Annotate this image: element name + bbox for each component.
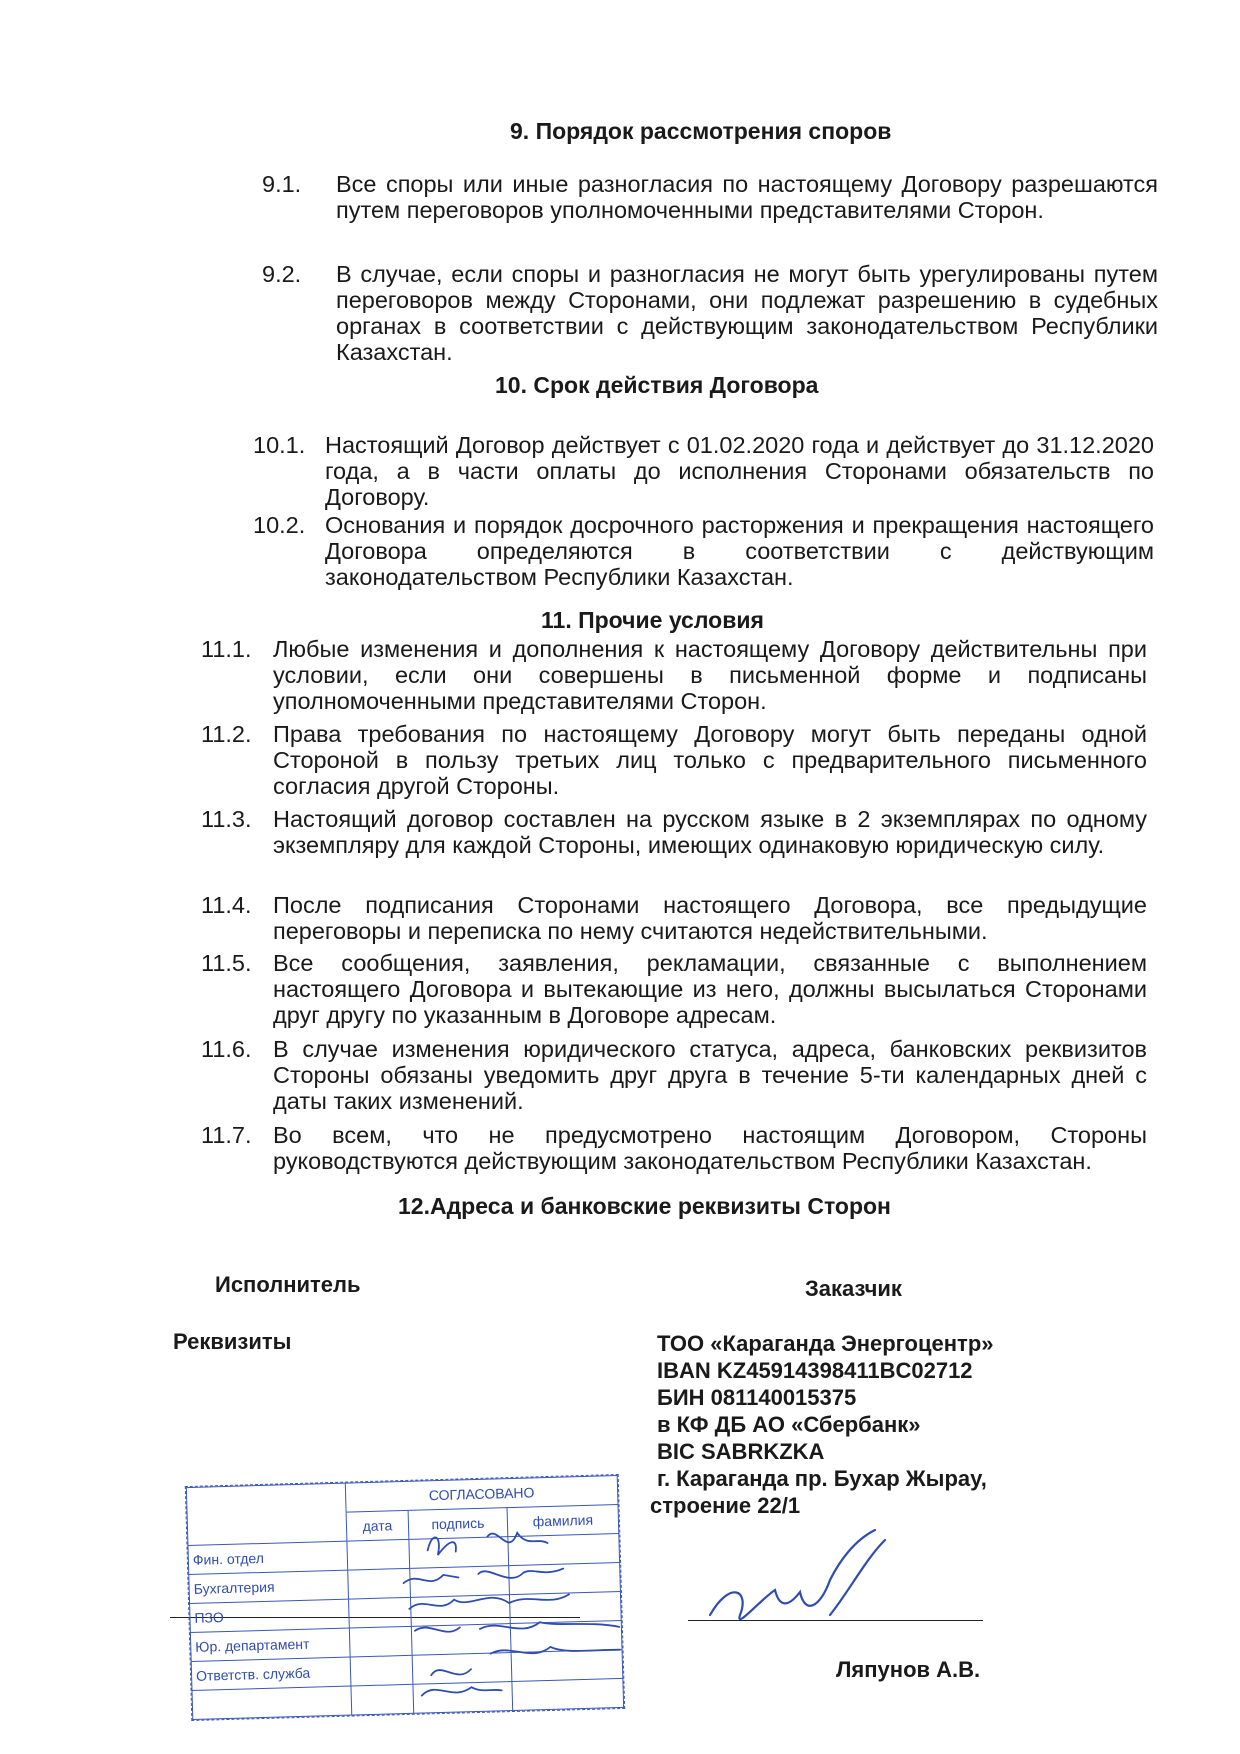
approval-stamp — [185, 1474, 625, 1721]
row-label: Фин. отдел — [188, 1541, 348, 1574]
row-label: Ответств. служба — [191, 1657, 351, 1690]
clause-number: 9.2. — [262, 261, 302, 287]
section-9-title: 9. Порядок рассмотрения споров — [510, 118, 892, 144]
requisite-line: г. Караганда пр. Бухар Жырау, — [657, 1466, 987, 1491]
clause-text: Любые изменения и дополнения к настоящему Договору действительны при условии, если они совершены в письменной форме и подписаны уполномоченными представителями Сторон. — [273, 636, 1147, 714]
clause-number: 10.2. — [253, 512, 306, 538]
requisite-line: BIC SABRKZKA — [657, 1439, 825, 1464]
column-signature: подпись — [408, 1507, 508, 1539]
clause-text: Права требования по настоящему Договору могут быть переданы одной Стороной в пользу третьих лиц только с предварительного письменного согласия другой Стороны. — [273, 721, 1147, 799]
executor-label: Исполнитель — [215, 1272, 361, 1297]
clause-number: 11.5. — [201, 950, 252, 976]
clause-text: В случае, если споры и разногласия не могут быть урегулированы путем переговоров между Сторонами, они подлежат разрешению в судебных органах в соответствии с действующим законодательством Республики Казахстан. — [336, 261, 1158, 365]
requisite-line: строение 22/1 — [650, 1493, 801, 1518]
row-label: ПЗО — [190, 1599, 350, 1632]
requisite-line: БИН 081140015375 — [657, 1385, 857, 1410]
clause-number: 9.1. — [262, 171, 302, 197]
clause-text: Настоящий договор составлен на русском языке в 2 экземплярах по одному экземпляру для каждой Стороны, имеющих одинаковую юридическую силу. — [273, 806, 1147, 858]
customer-requisites — [650, 1330, 994, 1519]
clause-number: 11.4. — [201, 892, 252, 918]
approval-signatures-scribble — [186, 1475, 622, 1720]
customer-signatory: Ляпунов А.В. — [836, 1657, 981, 1682]
clause-number: 11.2. — [201, 721, 252, 747]
row-label: Юр. департамент — [190, 1628, 350, 1661]
clause-number: 11.3. — [201, 806, 252, 832]
clause-text: Во всем, что не предусмотрено настоящим Договором, Стороны руководствуются действующим законодательством Республики Казахстан. — [273, 1122, 1147, 1174]
clause-text: После подписания Сторонами настоящего Договора, все предыдущие переговоры и переписка по нему считаются недействительными. — [273, 892, 1147, 944]
section-12-title: 12.Адреса и банковские реквизиты Сторон — [398, 1193, 891, 1219]
clause-text: Настоящий Договор действует с 01.02.2020 года и действует до 31.12.2020 года, а в части оплаты до исполнения Сторонами обязательств по Договору. — [325, 432, 1154, 510]
section-10-title: 10. Срок действия Договора — [495, 372, 819, 398]
clause-text: Все сообщения, заявления, рекламации, связанные с выполнением настоящего Договора и вытекающие из него, должны высылаться Сторонами друг другу по указанным в Договоре адресам. — [273, 950, 1147, 1028]
clause-text: Все споры или иные разногласия по настоящему Договору разрешаются путем переговоров уполномоченными представителями Сторон. — [336, 171, 1158, 223]
approval-title: СОГЛАСОВАНО — [345, 1476, 618, 1512]
row-label: Бухгалтерия — [189, 1570, 349, 1603]
section-11-title: 11. Прочие условия — [541, 607, 764, 633]
clause-text: Основания и порядок досрочного расторжения и прекращения настоящего Договора определяются в соответствии с действующим законодательством Республики Казахстан. — [325, 512, 1154, 590]
requisite-line: в КФ ДБ АО «Сбербанк» — [657, 1412, 921, 1437]
customer-signature-scribble — [680, 1520, 900, 1650]
column-date: дата — [346, 1510, 409, 1541]
clause-number: 11.7. — [201, 1122, 252, 1148]
executor-requisites-label: Реквизиты — [173, 1329, 292, 1354]
requisite-line: IBAN KZ45914398411BC02712 — [657, 1358, 973, 1383]
clause-number: 11.1. — [201, 636, 252, 662]
clause-number: 11.6. — [201, 1036, 252, 1062]
clause-text: В случае изменения юридического статуса, адреса, банковских реквизитов Стороны обязаны уведомить друг друга в течение 5-ти календарных дней с даты таких изменений. — [273, 1036, 1147, 1114]
customer-label: Заказчик — [805, 1276, 902, 1301]
clause-number: 10.1. — [253, 432, 306, 458]
requisite-line: ТОО «Караганда Энергоцентр» — [657, 1331, 994, 1356]
column-surname: фамилия — [507, 1504, 619, 1536]
